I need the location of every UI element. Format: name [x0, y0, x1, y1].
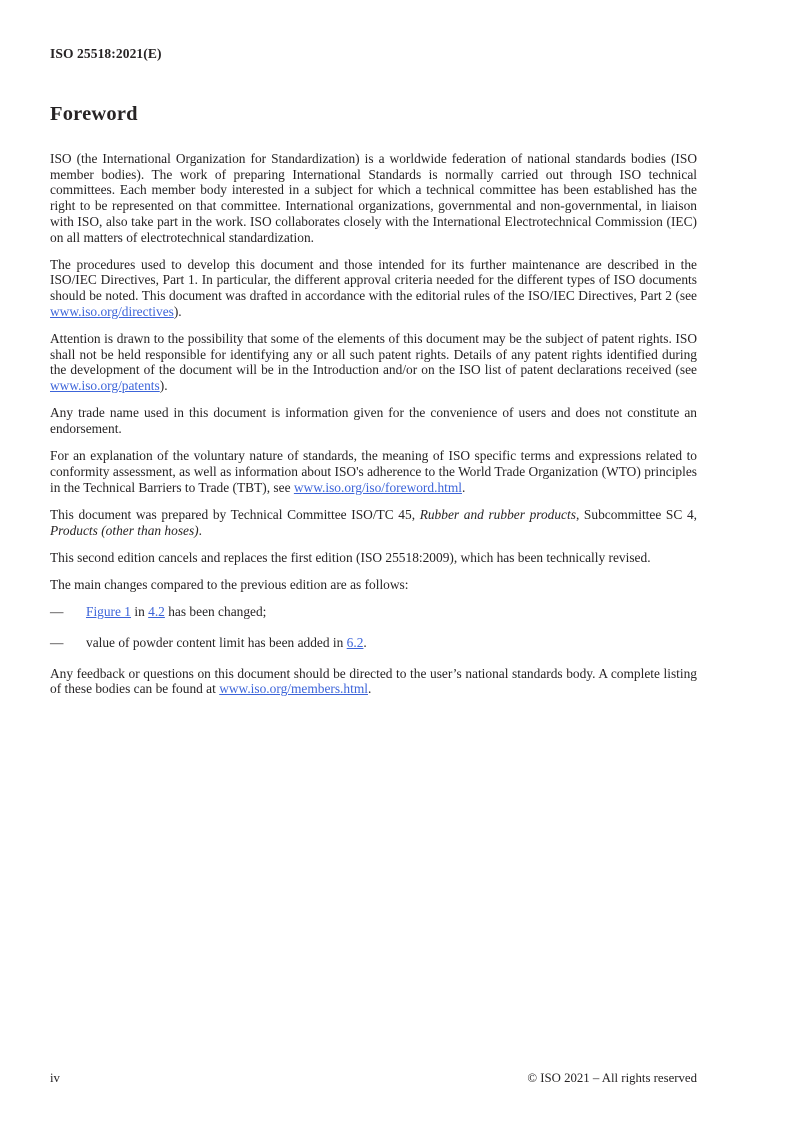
paragraph-text: For an explanation of the voluntary nature of standards, the meaning of ISO specific terms and expressions related to conformity assessment, as well as information about ISO's adherence to the World Trade Organization (WTO) principles in the Technical Barriers to Trade (TBT), see: [50, 448, 697, 495]
paragraph-feedback: [50, 666, 697, 697]
paragraph-second-edition: [50, 550, 697, 566]
paragraph-text: ).: [159, 378, 168, 394]
paragraph-text: The procedures used to develop this document and those intended for its further maintenance are described in the ISO/IEC Directives, Part 1. In particular, the different approval criteria needed for the different types of ISO documents should be noted. This document was drafted in accordance with the editorial rules of the ISO/IEC Directives, Part 2 (see: [50, 256, 697, 304]
paragraph-text: This second edition cancels and replaces the first edition (ISO 25518:2009), which has been technically revised.: [50, 549, 651, 565]
paragraph-text: .: [462, 479, 466, 495]
paragraph-text: .: [367, 681, 372, 697]
subcommittee-name-italic: Products (other than hoses): [50, 522, 199, 538]
paragraph-text: Any feedback or questions on this document should be directed to the user’s national standards body. A complete listing of these bodies can be found at: [50, 665, 697, 697]
document-reference-header: ISO 25518:2021(E): [50, 46, 162, 61]
paragraph-wto-tbt: [50, 448, 697, 495]
page-number: iv: [50, 1071, 60, 1085]
dash-marker: —: [50, 634, 64, 650]
paragraph-text: in: [131, 604, 149, 620]
link-iso-patents[interactable]: www.iso.org/patents: [50, 378, 160, 394]
page-title: Foreword: [50, 103, 138, 125]
copyright-notice: © ISO 2021 – All rights reserved: [527, 1071, 697, 1085]
link-clause-4-2[interactable]: 4.2: [148, 604, 165, 620]
committee-name-italic: Rubber and rubber products: [419, 506, 576, 522]
paragraph-patent-rights: [50, 331, 697, 394]
paragraph-text: The main changes compared to the previous edition are as follows:: [50, 576, 409, 592]
list-item: [50, 604, 697, 620]
paragraph-procedures: [50, 257, 697, 320]
paragraph-technical-committee: [50, 507, 697, 538]
link-iso-foreword[interactable]: www.iso.org/iso/foreword.html: [293, 479, 462, 495]
paragraph-text: , Subcommittee SC 4,: [575, 506, 697, 522]
paragraph-text: has been changed;: [164, 604, 267, 620]
page-footer: [50, 1071, 697, 1086]
changes-list: [50, 604, 697, 650]
paragraph-text: value of powder content limit has been added in: [86, 634, 347, 650]
paragraph-trade-name: [50, 405, 697, 436]
link-clause-6-2[interactable]: 6.2: [346, 634, 364, 650]
paragraph-text: .: [363, 634, 367, 650]
paragraph-main-changes: [50, 577, 697, 593]
paragraph-text: This document was prepared by Technical Committee ISO/TC 45,: [50, 506, 420, 522]
list-item-text: [86, 604, 697, 620]
link-iso-members[interactable]: www.iso.org/members.html: [219, 681, 368, 697]
link-figure-1[interactable]: Figure 1: [86, 604, 132, 620]
link-iso-directives[interactable]: www.iso.org/directives: [50, 303, 174, 319]
paragraph-text: ).: [173, 303, 182, 319]
paragraph-text: ISO (the International Organization for Standardization) is a worldwide federation of national standards bodies (ISO member bodies). The work of preparing International Standards is normally carried out through ISO technical committees. Each member body interested in a subject for which a technical committee has been established has the right to be represented on that committee. International organizations, governmental and non-governmental, in liaison with ISO, also take part in the work. ISO collaborates closely with the International Electrotechnical Commission (IEC) on all matters of electrotechnical standardization.: [50, 151, 697, 245]
paragraph-text: Attention is drawn to the possibility that some of the elements of this document may be the subject of patent rights. ISO shall not be held responsible for identifying any or all such patent rights. Details of any patent rights identified during the development of the document will be in the Introduction and/or on the ISO list of patent declarations received (see: [50, 331, 697, 378]
list-item: [50, 635, 697, 651]
paragraph-text: Any trade name used in this document is information given for the convenience of users and does not constitute an endorsement.: [50, 405, 697, 437]
dash-marker: —: [50, 604, 64, 620]
list-item-text: [86, 635, 697, 651]
paragraph-text: .: [198, 522, 203, 538]
paragraph-iso-federation: [50, 151, 697, 245]
